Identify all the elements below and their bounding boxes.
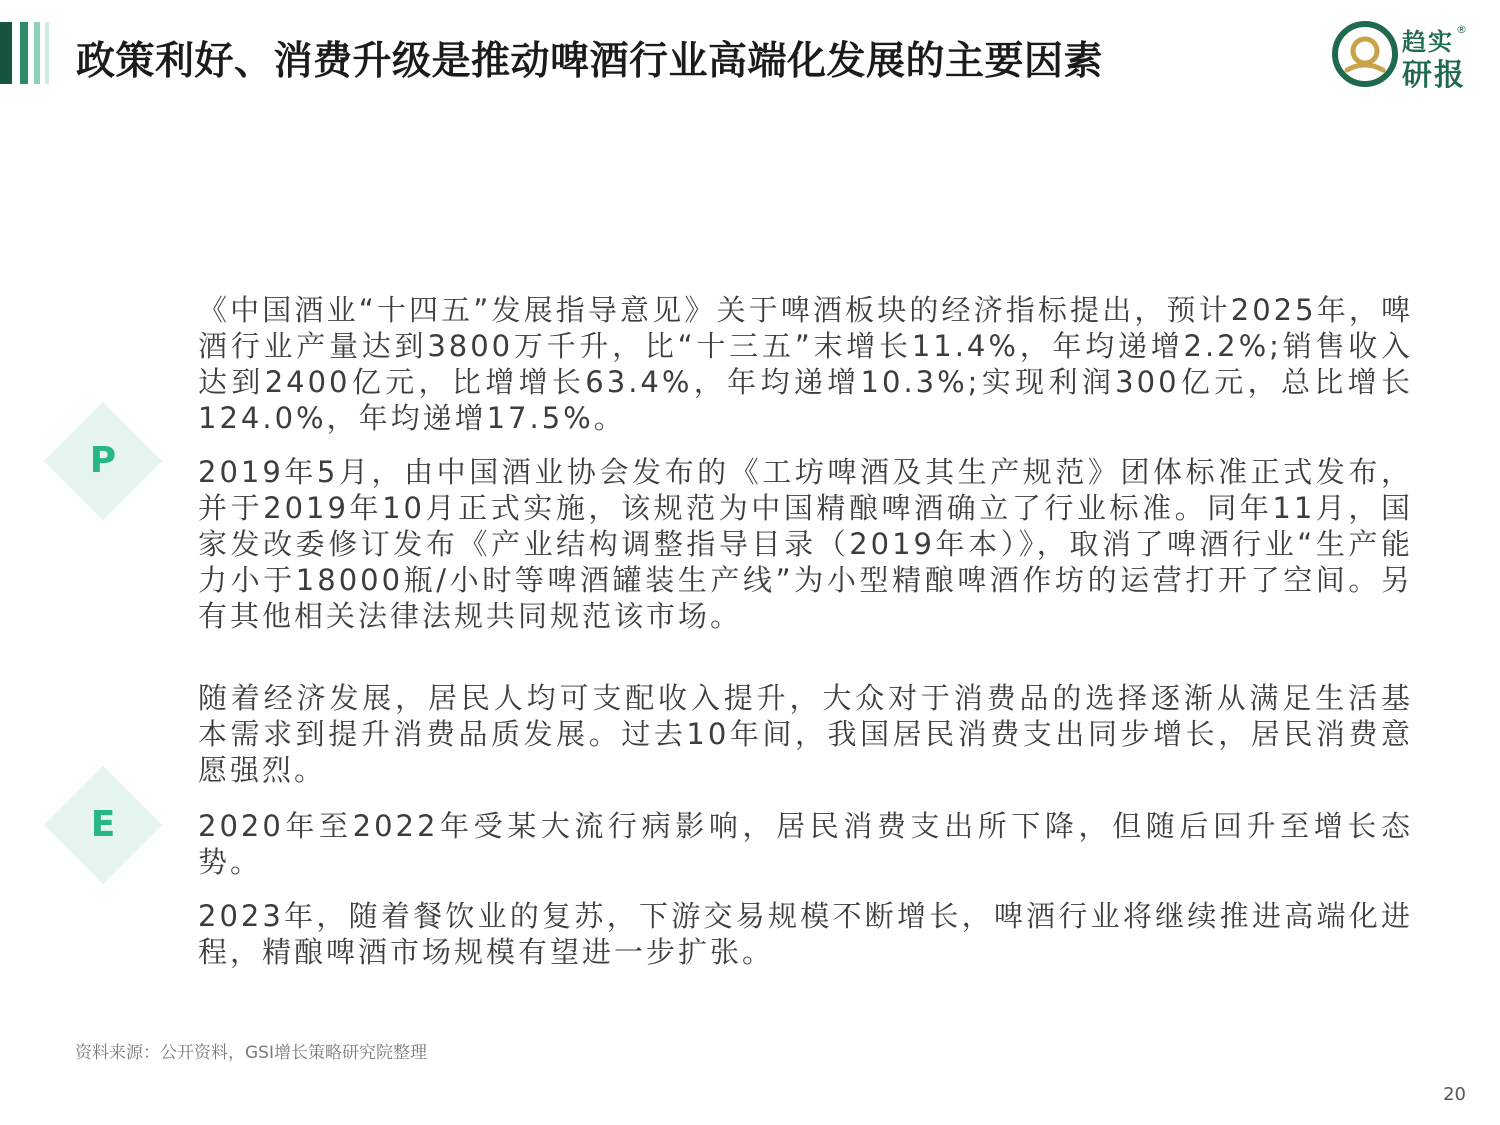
economy-paragraph-2: 2020年至2022年受某大流行病影响，居民消费支出所下降，但随后回升至增长态势。: [198, 809, 1413, 879]
header-accent-bar-1: [0, 22, 12, 84]
header-accent-bar-2: [20, 22, 28, 84]
brand-logo: [1331, 20, 1491, 93]
policy-paragraph-1: 《中国酒业“十四五”发展指导意见》关于啤酒板块的经济指标提出，预计2025年，啤酒行业产量达到3800万千升，比“十三五”末增长11.4%，年均递增2.2%;销售收入达到2400亿元，比增增长63.4%，年均递增10.3%;实现利润300亿元，总比增长124.0%，年均递增17.5%。: [198, 293, 1413, 435]
registered-mark: ®: [1456, 23, 1467, 36]
header-accent-bar-3: [34, 22, 40, 84]
logo-text-bottom: 研报: [1402, 58, 1466, 93]
logo-text-top: 趋实: [1402, 28, 1454, 56]
policy-paragraph-2: 2019年5月，由中国酒业协会发布的《工坊啤酒及其生产规范》团体标准正式发布，并于2019年10月正式实施，该规范为中国精酿啤酒确立了行业标准。同年11月，国家发改委修订发布《产业结构调整指导目录（2019年本）》，取消了啤酒行业“生产能力小于18000瓶/小时等啤酒罐装生产线”为小型精酿啤酒作坊的运营打开了空间。另有其他相关法律法规共同规范该市场。: [198, 455, 1413, 633]
policy-badge-letter: P: [89, 440, 117, 481]
q-logo-icon: [1331, 20, 1399, 88]
economy-badge-letter: E: [90, 804, 116, 845]
source-note: 资料来源：公开资料，GSI增长策略研究院整理: [75, 1043, 427, 1063]
page-title: 政策利好、消费升级是推动啤酒行业高端化发展的主要因素: [76, 39, 1104, 84]
page-number: 20: [1443, 1084, 1466, 1105]
economy-paragraph-3: 2023年，随着餐饮业的复苏，下游交易规模不断增长，啤酒行业将继续推进高端化进程，精酿啤酒市场规模有望进一步扩张。: [198, 899, 1413, 969]
economy-paragraph-1: 随着经济发展，居民人均可支配收入提升，大众对于消费品的选择逐渐从满足生活基本需求到提升消费品质发展。过去10年间，我国居民消费支出同步增长，居民消费意愿强烈。: [198, 681, 1413, 787]
header-accent-bar-4: [45, 22, 49, 84]
